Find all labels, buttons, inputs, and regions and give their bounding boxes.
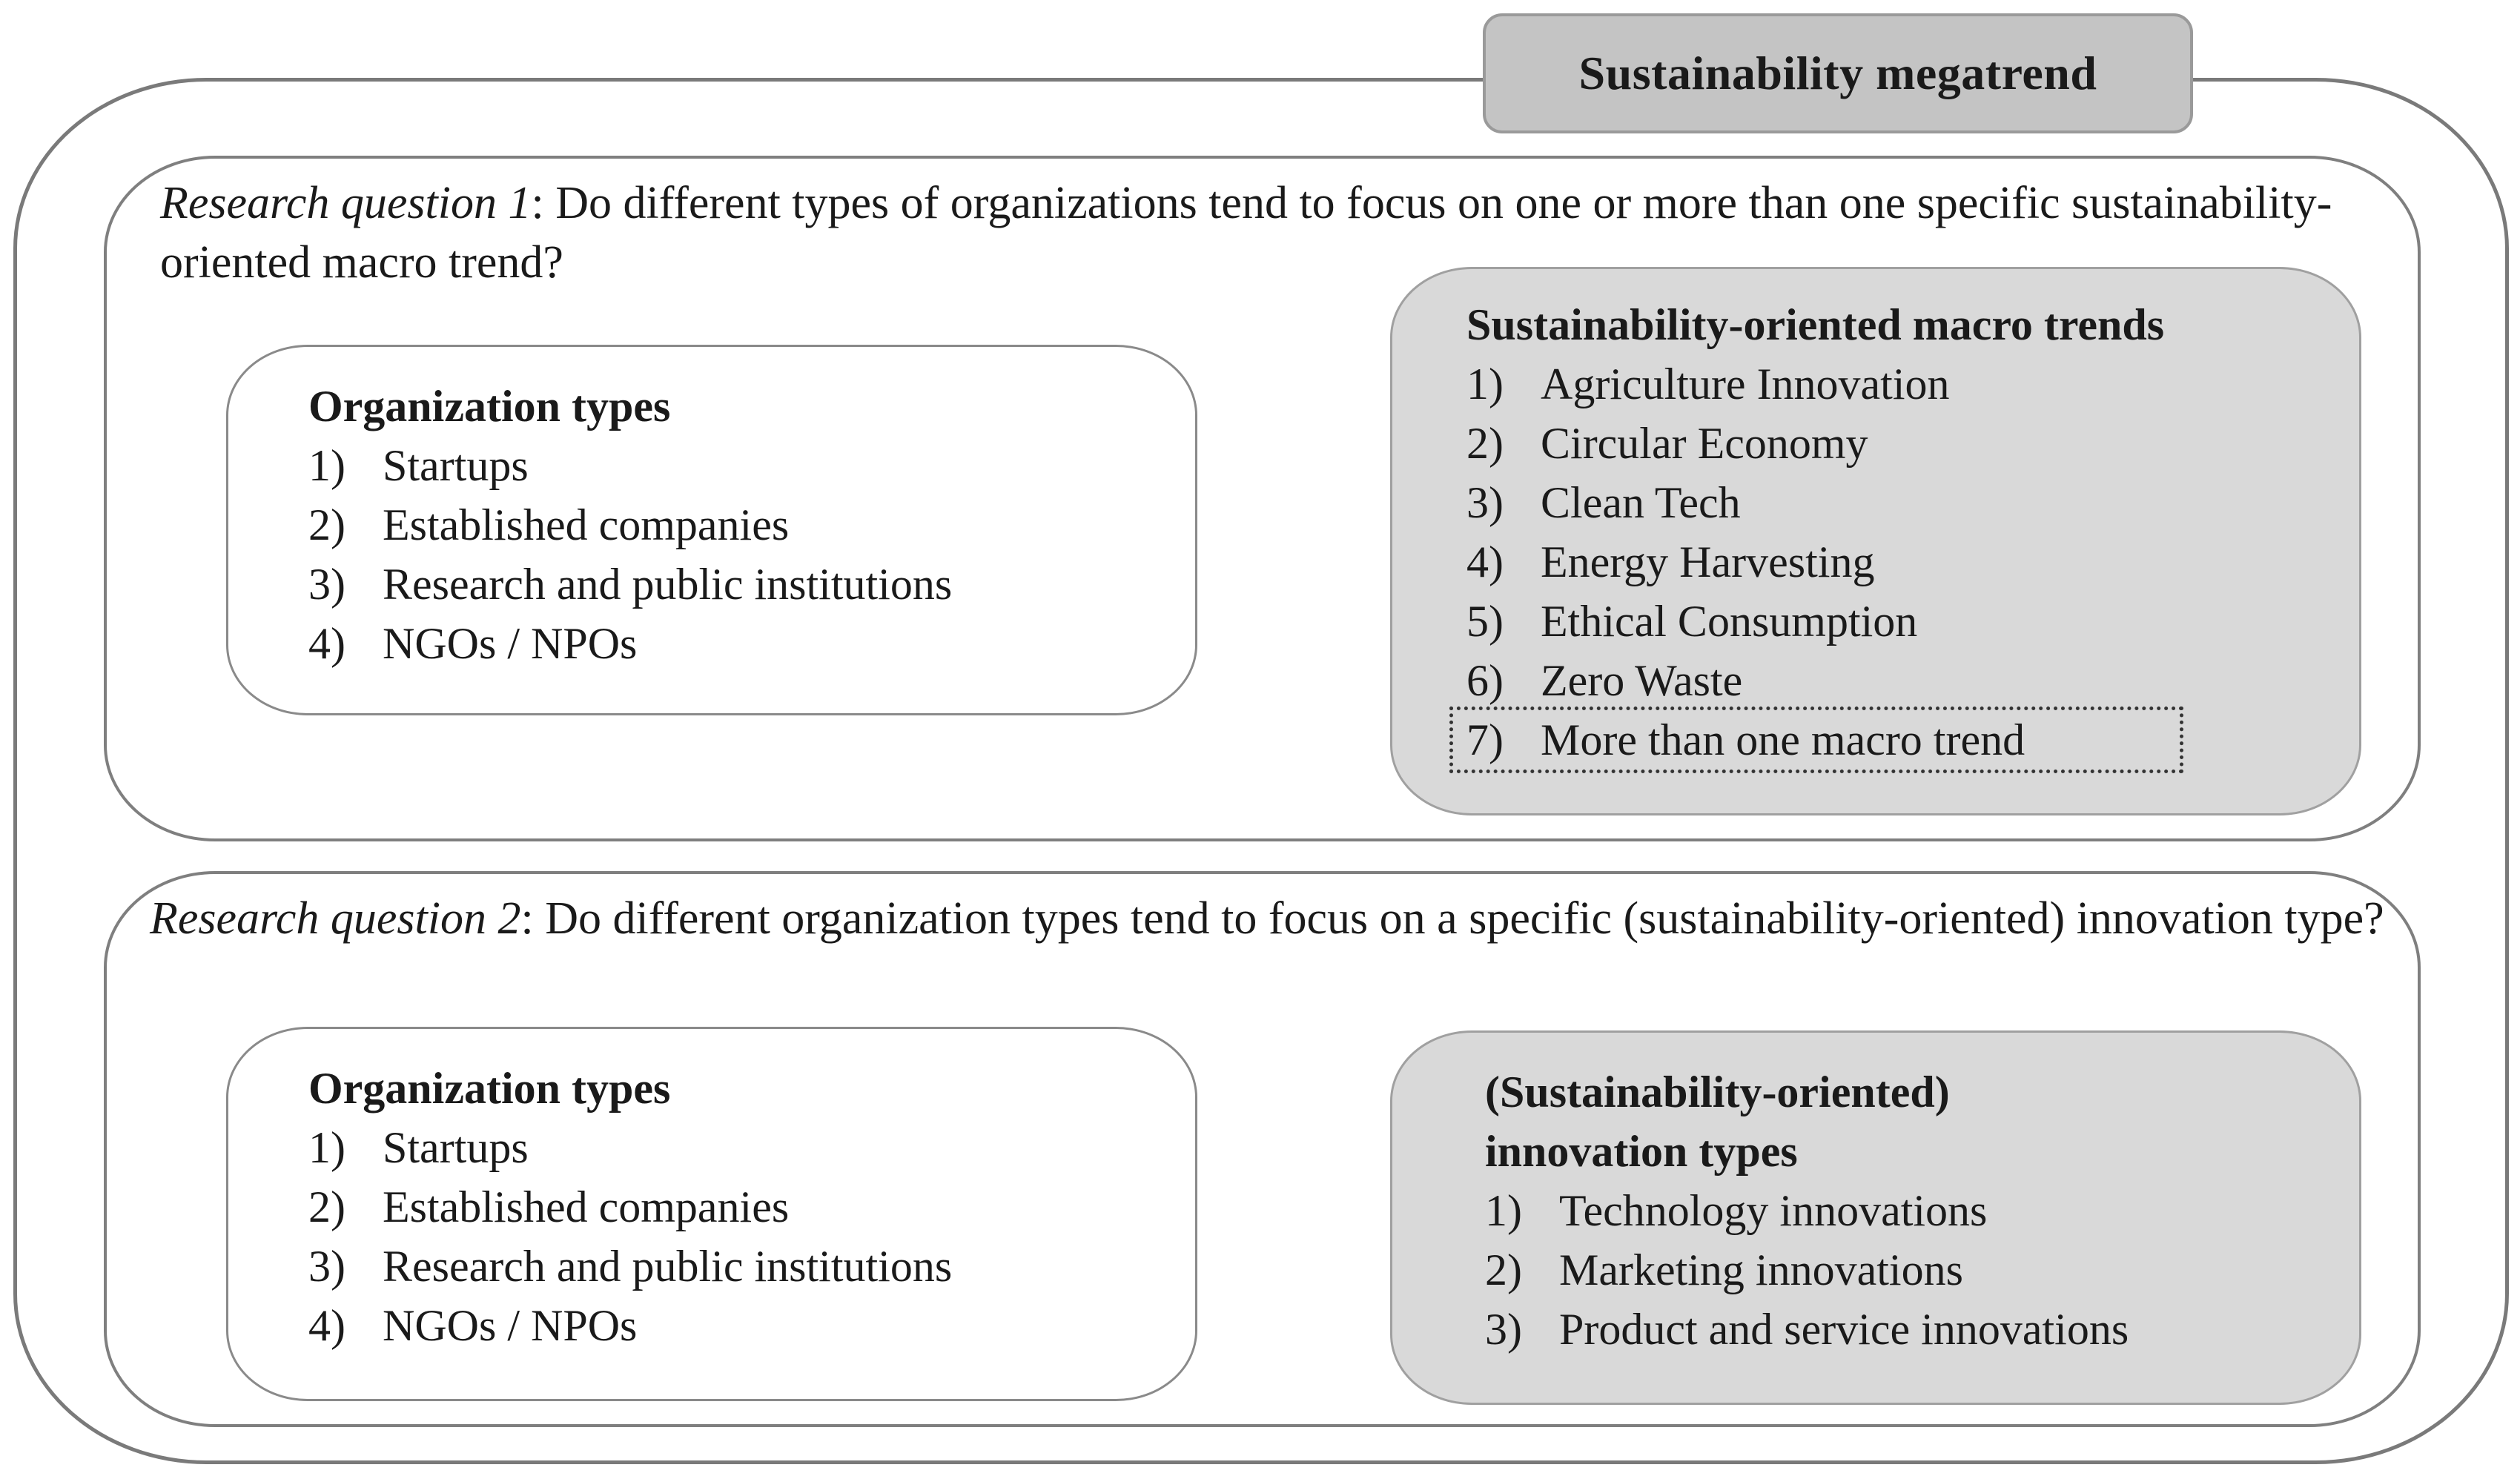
- list-item: 2) Marketing innovations: [1485, 1245, 1963, 1294]
- list-item: 5) Ethical Consumption: [1466, 597, 1918, 646]
- rq2-organization-types-box: [226, 1027, 1197, 1401]
- list-item: 2) Established companies: [308, 1182, 790, 1231]
- list-item: 2) Circular Economy: [1466, 419, 1868, 468]
- list-item: 6) Zero Waste: [1466, 656, 1743, 705]
- rq2-innovation-types-list: [1485, 1181, 2129, 1359]
- research-question-2-text: Research question 2: Do different organization types tend to focus on a specific (sustainability-oriented) innovation type?: [150, 893, 2384, 944]
- megatrend-title: [1483, 13, 2193, 133]
- rq1-organization-types-list: [308, 436, 952, 673]
- rq2-organization-types-list: [308, 1118, 952, 1355]
- list-item: 4) Energy Harvesting: [1466, 537, 1875, 586]
- list-item: 3) Research and public institutions: [308, 1242, 953, 1291]
- rq1-macro-trends-heading: Sustainability-oriented macro trends: [1466, 300, 2165, 349]
- list-item: 1) Agriculture Innovation: [1466, 360, 1950, 408]
- rq2-innovation-types-box: [1390, 1030, 2361, 1405]
- list-item: 3) Research and public institutions: [308, 560, 953, 609]
- rq1-organization-types-box: [226, 345, 1197, 715]
- rq1-macro-trends-list: [1466, 354, 2180, 770]
- list-item: 1) Startups: [308, 1123, 529, 1172]
- list-item: 3) Clean Tech: [1466, 478, 1741, 527]
- list-item: 1) Startups: [308, 441, 529, 490]
- research-question-1-text: Research question 1: Do different types of organizations tend to focus on one or more than one specific sustainability-oriented macro trend?: [160, 178, 2332, 288]
- rq1-macro-trends-box: [1390, 267, 2361, 815]
- list-item: 4) NGOs / NPOs: [308, 619, 638, 668]
- list-item: 1) Technology innovations: [1485, 1186, 1988, 1235]
- research-question-1-label: Research question 1: [160, 178, 532, 228]
- list-item: 2) Established companies: [308, 500, 790, 549]
- list-item-highlighted: 7) More than one macro trend: [1453, 710, 2180, 770]
- megatrend-title-text: Sustainability megatrend: [1578, 47, 2097, 99]
- rq2-organization-types-heading: Organization types: [308, 1064, 671, 1113]
- rq1-organization-types-heading: Organization types: [308, 382, 671, 431]
- list-item: 4) NGOs / NPOs: [308, 1301, 638, 1350]
- rq2-innovation-types-heading: (Sustainability-oriented) innovation types: [1485, 1068, 1950, 1176]
- research-question-2-label: Research question 2: [150, 893, 521, 944]
- list-item: 3) Product and service innovations: [1485, 1305, 2129, 1354]
